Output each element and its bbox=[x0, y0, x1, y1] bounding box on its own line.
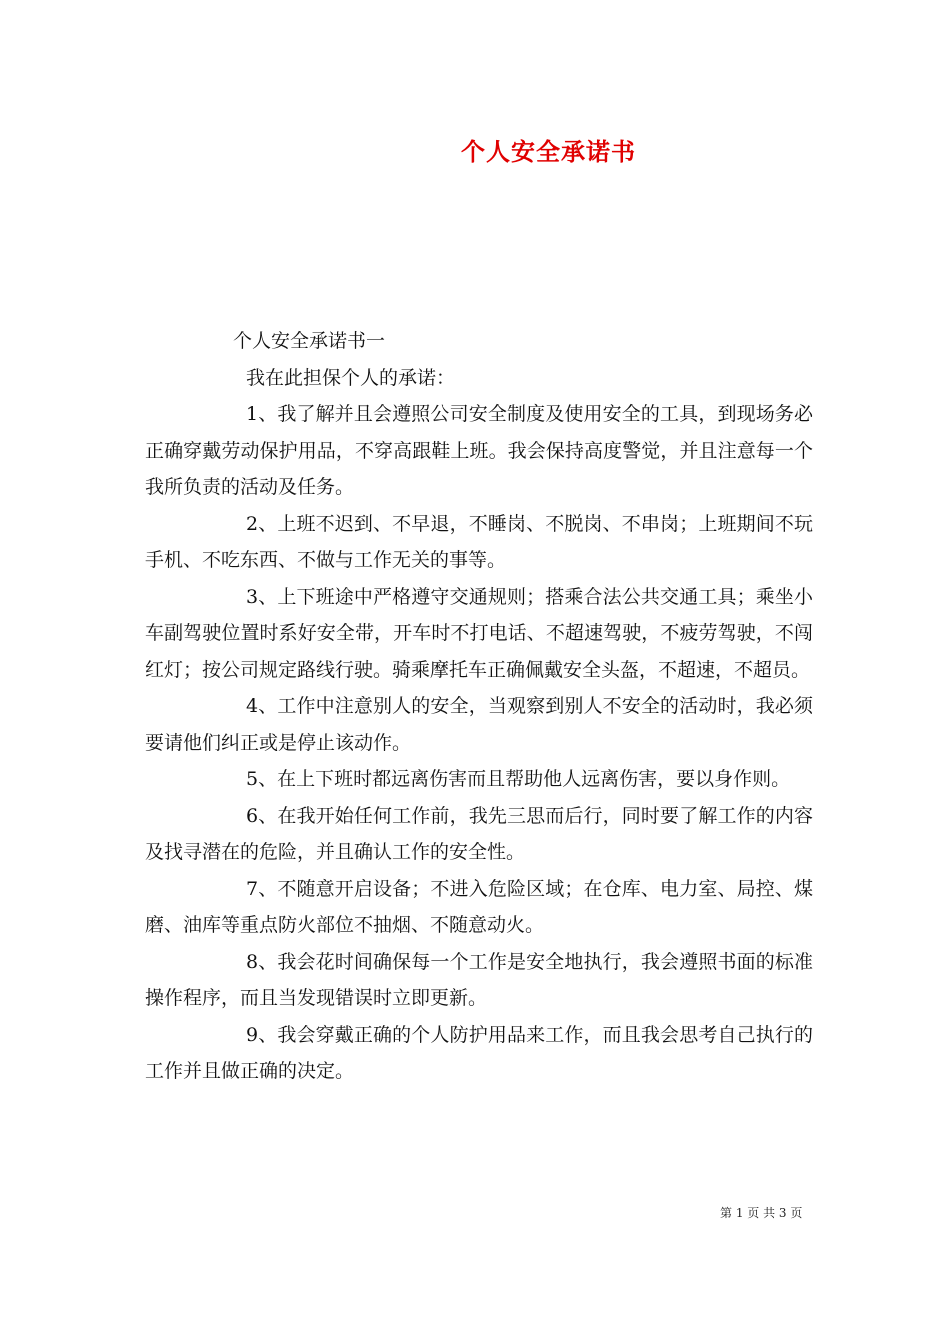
commitment-item-3: 3、上下班途中严格遵守交通规则；搭乘合法公共交通工具；乘坐小车副驾驶位置时系好安全带，开车时不打电话、不超速驾驶，不疲劳驾驶，不闯红灯；按公司规定路线行驶。骑乘摩托车正确佩戴安全头盔，不超速，不超员。 bbox=[145, 585, 813, 681]
page-number-footer: 第 1 页 共 3 页 bbox=[720, 1206, 803, 1220]
document-title: 个人安全承诺书 bbox=[461, 137, 636, 166]
commitment-item-4: 4、工作中注意别人的安全，当观察到别人不安全的活动时，我必须要请他们纠正或是停止该动作。 bbox=[145, 695, 813, 754]
document-body bbox=[145, 323, 813, 1090]
commitment-item-2: 2、上班不迟到、不早退，不睡岗、不脱岗、不串岗；上班期间不玩手机、不吃东西、不做与工作无关的事等。 bbox=[145, 512, 813, 571]
commitment-item-9: 9、我会穿戴正确的个人防护用品来工作，而且我会思考自己执行的工作并且做正确的决定。 bbox=[145, 1023, 813, 1082]
commitment-item-7: 7、不随意开启设备；不进入危险区域；在仓库、电力室、局控、煤磨、油库等重点防火部位不抽烟、不随意动火。 bbox=[145, 877, 813, 936]
commitment-item-6: 6、在我开始任何工作前，我先三思而后行，同时要了解工作的内容及找寻潜在的危险，并且确认工作的安全性。 bbox=[145, 804, 813, 863]
intro-paragraph: 我在此担保个人的承诺： bbox=[246, 366, 456, 389]
commitment-item-1: 1、我了解并且会遵照公司安全制度及使用安全的工具，到现场务必正确穿戴劳动保护用品，不穿高跟鞋上班。我会保持高度警觉，并且注意每一个我所负责的活动及任务。 bbox=[145, 403, 813, 498]
section-subtitle: 个人安全承诺书一 bbox=[233, 330, 386, 352]
commitment-item-5: 5、在上下班时都远离伤害而且帮助他人远离伤害，要以身作则。 bbox=[246, 768, 791, 790]
commitment-item-8: 8、我会花时间确保每一个工作是安全地执行，我会遵照书面的标准操作程序，而且当发现错误时立即更新。 bbox=[145, 950, 813, 1009]
